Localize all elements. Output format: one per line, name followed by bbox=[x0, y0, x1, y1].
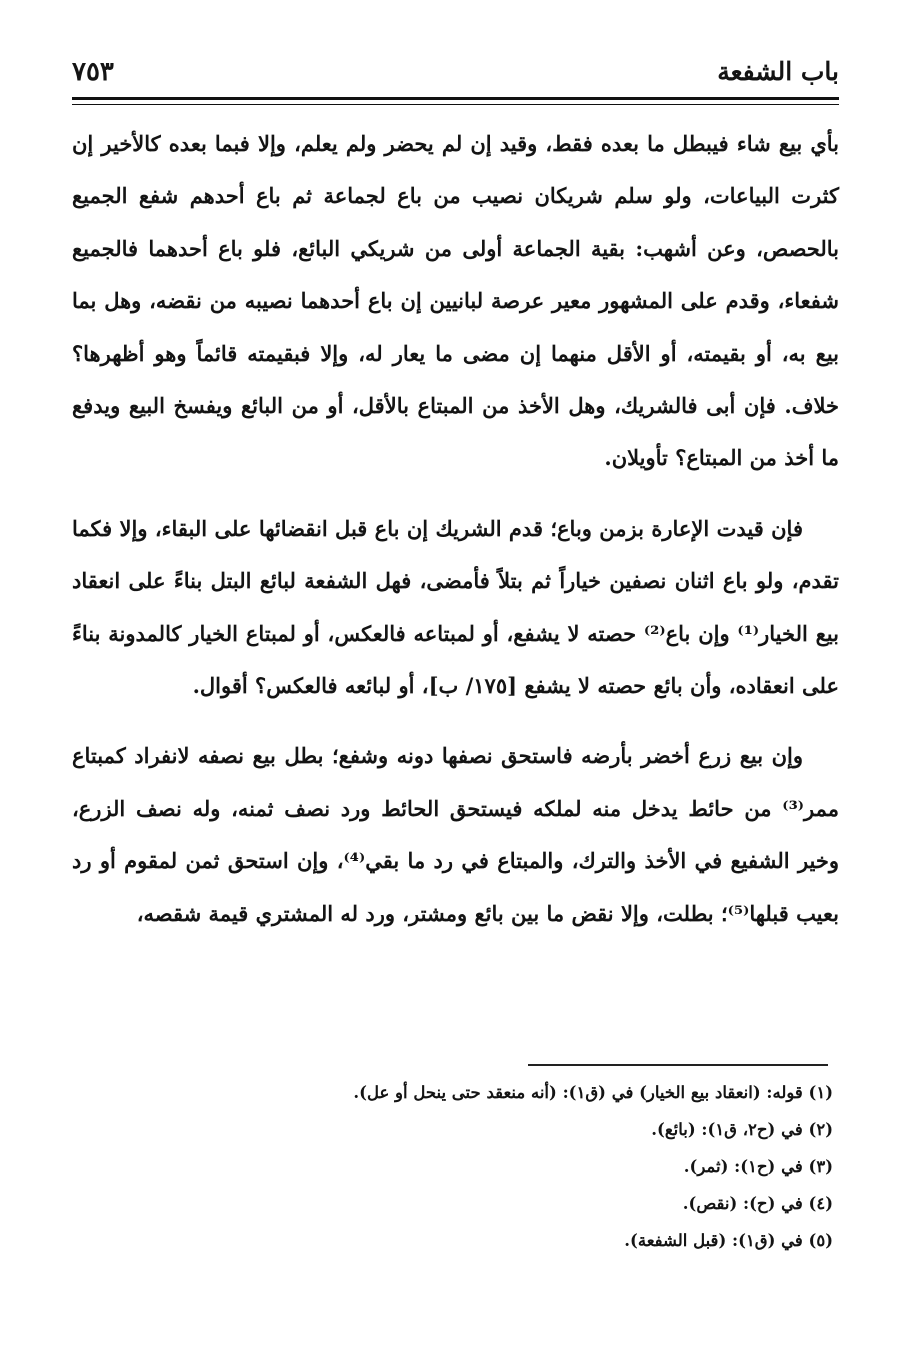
paragraph-3: وإن بيع زرع أخضر بأرضه فاستحق نصفها دونه وشفع؛ بطل بيع نصفه لانفراد كمبتاع ممر⁽³⁾ من حائط يدخل منه لملكه فيستحق الحائط ورد نصف ثمنه، وله نصف الزرع، وخير الشفيع في الأخذ والترك، والمبتاع في رد ما بقي⁽⁴⁾، وإن استحق ثمن لمقوم أو رد بعيب قبلها⁽⁵⁾؛ بطلت، وإلا نقض ما بين بائع ومشتر، ورد له المشتري قيمة شقصه، bbox=[72, 743, 839, 926]
chapter-title: باب الشفعة bbox=[717, 57, 839, 86]
footnote-5: (٥) في (ق١): (قبل الشفعة). bbox=[624, 1231, 833, 1250]
footnote-2: (٢) في (ح٢، ق١): (بائع). bbox=[651, 1120, 833, 1139]
footnote-separator bbox=[528, 1064, 828, 1066]
footnote-1: (١) قوله: (انعقاد بيع الخيار) في (ق١): (أنه منعقد حتى ينحل أو عل). bbox=[353, 1083, 833, 1102]
header-rule-thin bbox=[72, 104, 839, 105]
page-header bbox=[72, 52, 839, 92]
footnote-3: (٣) في (ح١): (ثمر). bbox=[683, 1157, 833, 1176]
paragraph-1: بأي بيع شاء فيبطل ما بعده فقط، وقيد إن لم يحضر ولم يعلم، وإلا فبما بعده كالأخير إن كثرت البياعات، ولو سلم شريكان نصيب من باع لجماعة ثم باع أحدهم شفع الجميع بالحصص، وعن أشهب: بقية الجماعة أولى من شريكي البائع، فلو باع أحدهما فالجميع شفعاء، وقدم على المشهور معير عرصة لبانيين إن باع أحدهما نصيبه من نقضه، وهل بما بيع به، أو بقيمته، أو الأقل منهما إن مضى ما يعار له، وإلا فبقيمته قائماً وهو أظهرها؟ خلاف. فإن أبى فالشريك، وهل الأخذ من المبتاع بالأقل، أو من البائع ويفسخ البيع ويدفع ما أخذ من المبتاع؟ تأويلان. bbox=[72, 131, 839, 471]
header-rule bbox=[72, 97, 839, 100]
main-text bbox=[72, 118, 839, 940]
footnotes bbox=[200, 1074, 833, 1259]
footnote-4: (٤) في (ح): (نقص). bbox=[682, 1194, 833, 1213]
page-number: ٧٥٣ bbox=[72, 57, 114, 87]
paragraph-2: فإن قيدت الإعارة بزمن وباع؛ قدم الشريك إن باع قبل انقضائها على البقاء، وإلا فكما تقدم، ولو باع اثنان نصفين خياراً ثم بتلاً فأمضى، فهل الشفعة لبائع البتل بناءً على انعقاد بيع الخيار⁽¹⁾ وإن باع⁽²⁾ حصته لا يشفع، أو لمبتاعه فالعكس، أو لمبتاع الخيار كالمدونة بناءً على انعقاده، وأن بائع حصته لا يشفع [١٧٥/ ب]، أو لبائعه فالعكس؟ أقوال. bbox=[72, 515, 839, 699]
